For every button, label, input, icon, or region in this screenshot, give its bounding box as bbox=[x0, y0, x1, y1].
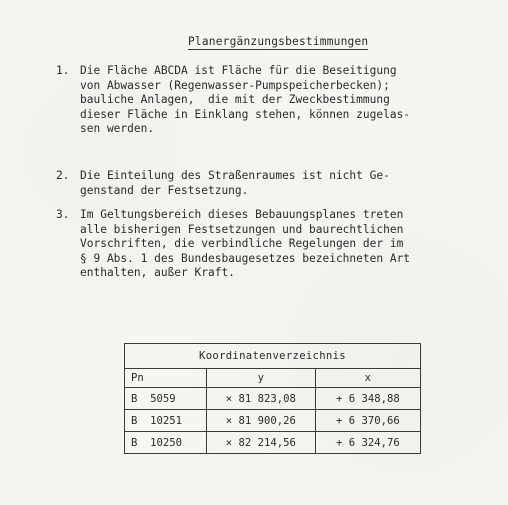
list-item-number: 1. bbox=[56, 64, 70, 77]
text-line: § 9 Abs. 1 des Bundesbaugesetzes bezeichneten Art bbox=[80, 251, 411, 265]
cell-y: × 81 900,26 bbox=[207, 410, 316, 432]
text-line: Die Fläche ABCDA ist Fläche für die Beseitigung bbox=[80, 64, 397, 77]
table-header-row bbox=[125, 369, 421, 388]
list-item-text bbox=[80, 169, 390, 198]
column-header-x: x bbox=[315, 369, 420, 388]
text-line: Die Einteilung des Straßenraumes ist nicht Ge- bbox=[80, 169, 390, 182]
column-header-y: y bbox=[207, 369, 316, 388]
cell-pn: B 5059 bbox=[125, 388, 207, 410]
table-caption-row bbox=[125, 344, 421, 369]
table-caption: Koordinatenverzeichnis bbox=[125, 344, 421, 369]
text-line: alle bisherigen Festsetzungen und baurechtlichen bbox=[80, 222, 404, 236]
cell-x: + 6 348,88 bbox=[315, 388, 420, 410]
list-item-text bbox=[80, 64, 410, 137]
list-item-number: 2. bbox=[56, 169, 70, 182]
text-line: enthalten, außer Kraft. bbox=[80, 266, 235, 280]
column-header-pn: Pn bbox=[125, 369, 207, 388]
cell-y: × 82 214,56 bbox=[207, 432, 316, 454]
text-line: Vorschriften, die verbindliche Regelungen der im bbox=[80, 237, 404, 251]
cell-x: + 6 370,66 bbox=[315, 410, 420, 432]
text-line: Im Geltungsbereich dieses Bebauungsplanes treten bbox=[80, 208, 404, 221]
table-row bbox=[125, 410, 421, 432]
text-line: bauliche Anlagen, die mit der Zweckbestimmung bbox=[80, 93, 390, 107]
table-row bbox=[125, 388, 421, 410]
text-line: sen werden. bbox=[80, 122, 155, 136]
list-item-number: 3. bbox=[56, 208, 70, 221]
cell-y: × 81 823,08 bbox=[207, 388, 316, 410]
text-line: genstand der Festsetzung. bbox=[80, 183, 249, 197]
coordinates-table bbox=[124, 343, 421, 454]
text-line: von Abwasser (Regenwasser-Pumpspeicherbecken); bbox=[80, 78, 390, 92]
document-title: Planergänzungsbestimmungen bbox=[188, 35, 369, 48]
cell-pn: B 10250 bbox=[125, 432, 207, 454]
cell-x: + 6 324,76 bbox=[315, 432, 420, 454]
list-item-text bbox=[80, 208, 410, 281]
table-row bbox=[125, 432, 421, 454]
cell-pn: B 10251 bbox=[125, 410, 207, 432]
text-line: dieser Fläche in Einklang stehen, können zugelas- bbox=[80, 107, 411, 121]
